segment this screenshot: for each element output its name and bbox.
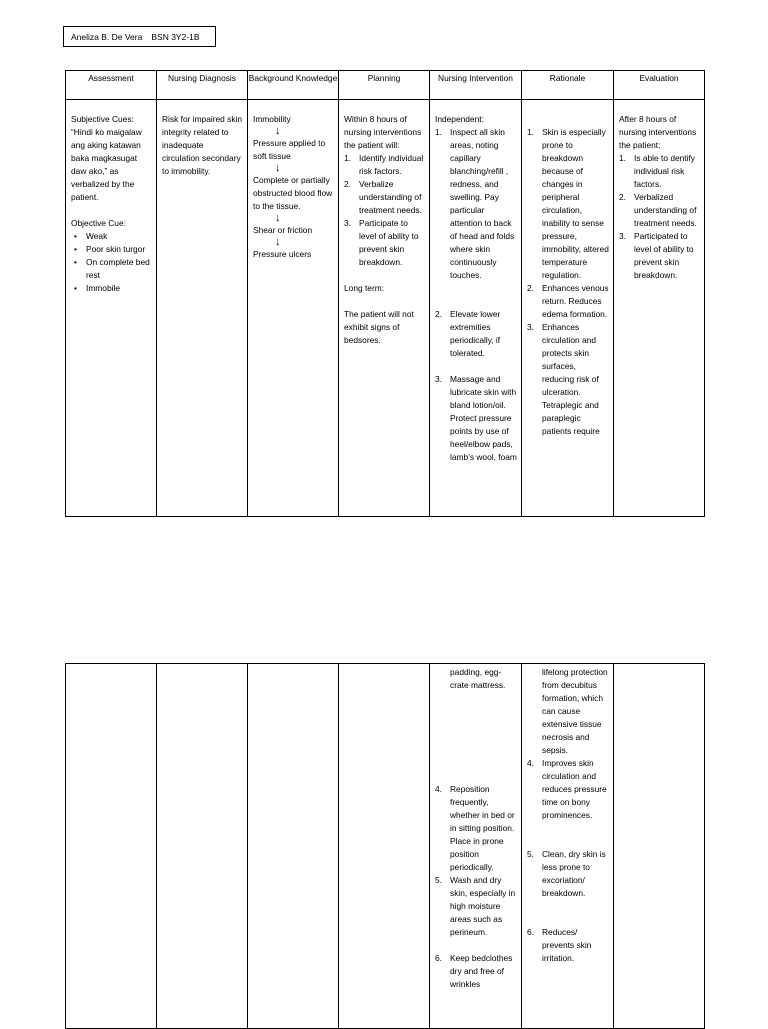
student-name: Aneliza B. De Vera bbox=[71, 32, 143, 42]
list-item: • Weak bbox=[74, 231, 108, 241]
background-step: Pressure ulcers bbox=[253, 249, 312, 259]
objective-label: Objective Cue: bbox=[71, 218, 126, 228]
col-header-planning: Planning bbox=[339, 71, 430, 100]
care-plan-table-page1 bbox=[65, 70, 705, 517]
list-item: 2. Enhances venous return. Reduces edema formation. bbox=[527, 283, 609, 319]
down-arrow-icon: ↓ bbox=[275, 125, 281, 137]
intervention-cell bbox=[430, 664, 522, 1029]
col-header-assessment: Assessment bbox=[66, 71, 157, 100]
background-step: Complete or partially obstructed blood flow to the tissue. bbox=[253, 175, 333, 211]
list-item: 1. Inspect all skin areas, noting capillary blanching/refill , redness, and swelling. Pay particular attention to back of head and folds where skin continuously touches. bbox=[435, 127, 515, 280]
down-arrow-icon: ↓ bbox=[275, 162, 281, 174]
list-item: • Poor skin turgor bbox=[74, 244, 146, 254]
list-item: 1. Identify individual risk factors. bbox=[344, 153, 424, 176]
evaluation-cell bbox=[614, 100, 705, 517]
background-cell bbox=[248, 100, 339, 517]
planning-list bbox=[344, 152, 425, 269]
care-plan-table-page2 bbox=[65, 663, 705, 1029]
list-item: 2. Verbalized understanding of treatment needs. bbox=[619, 192, 697, 228]
student-name-box bbox=[63, 26, 216, 47]
diagnosis-cell bbox=[157, 664, 248, 1029]
assessment-cell bbox=[66, 664, 157, 1029]
table-row bbox=[66, 664, 705, 1029]
list-item: 3. Participate to level of ability to prevent skin breakdown. bbox=[344, 218, 419, 267]
objective-list bbox=[71, 230, 152, 295]
list-item: 4. Reposition frequently, whether in bed or in sitting position. Place in prone position periodically. bbox=[435, 784, 515, 872]
rationale-continued: lifelong protection from decubitus formation, which can cause extensive tissue necrosis and sepsis. bbox=[542, 667, 608, 755]
student-section: BSN 3Y2-1B bbox=[151, 32, 200, 42]
rationale-list bbox=[527, 757, 609, 965]
diagnosis-cell bbox=[157, 100, 248, 517]
subjective-text: “Hindi ko maigalaw ang aking katawan baka magkasugat daw ako,” as verbalized by the patient. bbox=[71, 127, 142, 202]
col-header-intervention: Nursing Intervention bbox=[430, 71, 522, 100]
col-header-rationale: Rationale bbox=[522, 71, 614, 100]
diagnosis-text: Risk for impaired skin integrity related to inadequate circulation secondary to immobility. bbox=[162, 114, 243, 176]
intervention-list bbox=[435, 783, 517, 991]
col-header-evaluation: Evaluation bbox=[614, 71, 705, 100]
intervention-cell bbox=[430, 100, 522, 517]
intervention-label: Independent: bbox=[435, 114, 484, 124]
list-item: 1. Skin is especially prone to breakdown because of changes in peripheral circulation, inability to sense pressure, immobility, altered temperature regulation. bbox=[527, 127, 609, 280]
list-item: 3. Participated to level of ability to prevent skin breakdown. bbox=[619, 231, 694, 280]
list-item: 5. Wash and dry skin, especially in high moisture areas such as perineum. bbox=[435, 875, 516, 937]
rationale-cell bbox=[522, 100, 614, 517]
col-header-diagnosis: Nursing Diagnosis bbox=[157, 71, 248, 100]
subjective-label: Subjective Cues: bbox=[71, 114, 134, 124]
background-step: Immobility bbox=[253, 114, 291, 124]
background-step: Pressure applied to soft tissue bbox=[253, 138, 326, 161]
rationale-list bbox=[527, 126, 609, 438]
background-cell bbox=[248, 664, 339, 1029]
list-item: 3. Massage and lubricate skin with bland lotion/oil. Protect pressure points by use of heel/elbow pads, lamb’s wool, foam bbox=[435, 374, 517, 462]
intervention-continued: padding, egg-crate mattress. bbox=[450, 667, 506, 690]
long-term-text: The patient will not exhibit signs of bedsores. bbox=[344, 309, 414, 345]
col-header-background: Background Knowledge bbox=[248, 71, 339, 100]
planning-intro: Within 8 hours of nursing interventions the patient will: bbox=[344, 114, 422, 150]
list-item: 5. Clean, dry skin is less prone to excoriation/ breakdown. bbox=[527, 849, 606, 898]
list-item: • Immobile bbox=[74, 283, 120, 293]
list-item: • On complete bed rest bbox=[74, 257, 150, 280]
intervention-list bbox=[435, 126, 517, 464]
list-item: 4. Improves skin circulation and reduces pressure time on bony prominences. bbox=[527, 758, 607, 820]
evaluation-intro: After 8 hours of nursing interventions the patient: bbox=[619, 114, 697, 150]
rationale-cell bbox=[522, 664, 614, 1029]
table-header-row bbox=[66, 71, 705, 100]
list-item: 6. Keep bedclothes dry and free of wrinkles bbox=[435, 953, 513, 989]
list-item: 2. Verbalize understanding of treatment needs. bbox=[344, 179, 422, 215]
list-item: 2. Elevate lower extremities periodically, if tolerated. bbox=[435, 309, 501, 358]
list-item: 3. Enhances circulation and protects skin surfaces, reducing risk of ulceration. Tetraplegic and paraplegic patients require bbox=[527, 322, 600, 436]
background-step: Shear or friction bbox=[253, 225, 313, 235]
down-arrow-icon: ↓ bbox=[275, 236, 281, 248]
down-arrow-icon: ↓ bbox=[275, 212, 281, 224]
list-item: 1. Is able to dentify individual risk factors. bbox=[619, 153, 695, 189]
planning-cell bbox=[339, 664, 430, 1029]
table-row bbox=[66, 100, 705, 517]
list-item: 6. Reduces/ prevents skin irritation. bbox=[527, 927, 592, 963]
evaluation-cell bbox=[614, 664, 705, 1029]
planning-cell bbox=[339, 100, 430, 517]
long-term-label: Long term: bbox=[344, 283, 385, 293]
assessment-cell bbox=[66, 100, 157, 517]
evaluation-list bbox=[619, 152, 700, 282]
